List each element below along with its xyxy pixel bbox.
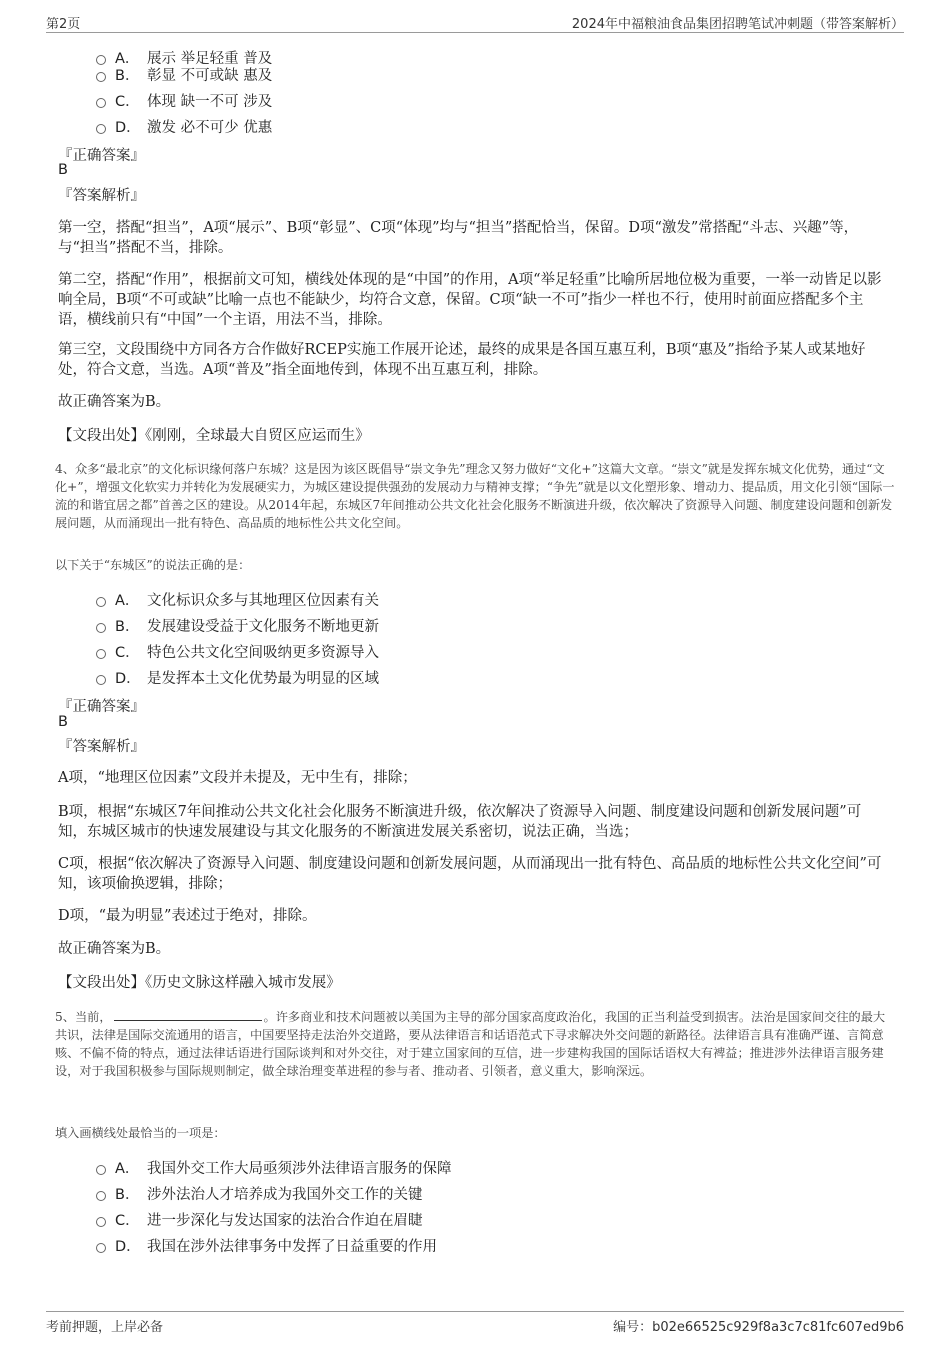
radio-icon[interactable]: [96, 72, 106, 82]
q4-answer: B: [58, 714, 68, 730]
document-id: 编号：b02e66525c929f8a3c7c81fc607ed9b6: [613, 1320, 904, 1335]
q3-option-c[interactable]: C． 体现 缺一不可 涉及: [96, 90, 272, 112]
radio-icon[interactable]: [96, 1191, 106, 1201]
radio-icon[interactable]: [96, 649, 106, 659]
q4-analysis-paragraph: B项，根据“东城区7年间推动公共文化社会化服务不断演进升级，依次解决了资源导入问题、制度建设问题和创新发展问题”可知，东城区城市的快速发展建设与其文化服务的不断演进发展关系密切，说法正确，当选；: [58, 804, 862, 840]
q4-analysis-label: 『答案解析』: [58, 739, 145, 755]
q3-analysis-paragraph: 第二空，搭配“作用”，根据前文可知，横线处体现的是“中国”的作用，A项“举足轻重”比喻所居地位极为重要，一举一动皆足以影响全局，B项“不可或缺”比喻一点也不能缺少，均符合文意，保留。C项“缺一不可”指少一样也不行，使用时前面应搭配多个主语，横线前只有“中国”一个主语，用法不当，排除。: [58, 272, 882, 328]
radio-icon[interactable]: [96, 1165, 106, 1175]
q4-option-c[interactable]: C． 特色公共文化空间吸纳更多资源导入: [96, 641, 379, 663]
q5-option-c[interactable]: C． 进一步深化与发达国家的法治合作迫在眉睫: [96, 1209, 423, 1231]
q5-option-d[interactable]: D． 我国在涉外法律事务中发挥了日益重要的作用: [96, 1235, 437, 1257]
q4-analysis-paragraph: C项，根据“依次解决了资源导入问题、制度建设问题和创新发展问题，从而涌现出一批有特色、高品质的地标性公共文化空间”可知，该项偷换逻辑，排除；: [58, 856, 882, 892]
q3-analysis-paragraph: 第三空，文段围绕中方同各方合作做好RCEP实施工作展开论述，最终的成果是各国互惠互利，B项“惠及”指给予某人或某地好处，符合文意，当选。A项“普及”指全面地传到，体现不出互惠互利，排除。: [58, 342, 866, 378]
radio-icon[interactable]: [96, 98, 106, 108]
footer-slogan: 考前押题，上岸必备: [46, 1320, 164, 1335]
q3-source: 【文段出处】《刚刚，全球最大自贸区应运而生》: [58, 428, 370, 444]
fill-blank: [114, 1008, 262, 1021]
q3-option-d[interactable]: D． 激发 必不可少 优惠: [96, 116, 272, 138]
page-header: [46, 10, 904, 33]
q3-answer-label: 『正确答案』: [58, 148, 145, 164]
page-footer: [46, 1311, 904, 1336]
q3-analysis-paragraph: 第一空，搭配“担当”，A项“展示”、B项“彰显”、C项“体现”均与“担当”搭配恰当，保留。D项“激发”常搭配“斗志、兴趣”等，与“担当”搭配不当，排除。: [58, 220, 859, 256]
q4-analysis-paragraph: D项，“最为明显”表述过于绝对，排除。: [58, 908, 317, 924]
radio-icon[interactable]: [96, 675, 106, 685]
radio-icon[interactable]: [96, 1217, 106, 1227]
q4-option-d[interactable]: D． 是发挥本土文化优势最为明显的区域: [96, 667, 379, 689]
q5-option-a[interactable]: A． 我国外交工作大局亟须涉外法律语言服务的保障: [96, 1157, 452, 1179]
q4-answer-label: 『正确答案』: [58, 699, 145, 715]
q4-option-a[interactable]: A． 文化标识众多与其地理区位因素有关: [96, 589, 379, 611]
q5-prompt: 填入画横线处最恰当的一项是：: [55, 1126, 226, 1140]
q5-option-b[interactable]: B． 涉外法治人才培养成为我国外交工作的关键: [96, 1183, 423, 1205]
radio-icon[interactable]: [96, 1243, 106, 1253]
radio-icon[interactable]: [96, 597, 106, 607]
q4-stem: 4、众多“最北京”的文化标识缘何落户东城？这是因为该区既倡导“崇文争先”理念又努力做好“文化+”这篇大文章。“崇文”就是发挥东城文化优势，通过“文化+”，增强文化软实力并转化为发展硬实力，为城区建设提供强劲的发展动力与精神支撑；“争先”就是以文化塑形象、增动力、提品质，用文化引领“国际一流的和谐宜居之都”首善之区的建设。从2014年起，东城区7年间推动公共文化社会化服务不断演进升级，依次解决了资源导入问题、制度建设问题和创新发展问题，从而涌现出一批有特色、高品质的地标性公共文化空间。: [55, 462, 895, 530]
q3-option-b[interactable]: B． 彰显 不可或缺 惠及: [96, 64, 272, 86]
q3-option-a[interactable]: A． 展示 举足轻重 普及: [96, 47, 272, 69]
q4-conclusion: 故正确答案为B。: [58, 941, 171, 957]
q3-analysis-label: 『答案解析』: [58, 188, 145, 204]
q3-answer: B: [58, 162, 68, 178]
q4-source: 【文段出处】《历史文脉这样融入城市发展》: [58, 975, 341, 991]
q4-option-b[interactable]: B． 发展建设受益于文化服务不断地更新: [96, 615, 379, 637]
q4-prompt: 以下关于“东城区”的说法正确的是：: [55, 558, 251, 572]
radio-icon[interactable]: [96, 124, 106, 134]
q3-conclusion: 故正确答案为B。: [58, 394, 171, 410]
page-number: 第2页: [46, 17, 81, 32]
q5-stem: 5、当前， 。许多商业和技术问题被以美国为主导的部分国家高度政治化，我国的正当利益受到损害。法治是国家间交往的最大共识，法律是国际交流通用的语言，中国要坚持走法治外交道路，要从法律语言和话语范式下寻求解决外交问题的新路径。法律语言具有准确严谨、言简意赅、不偏不倚的特点，通过法律话语进行国际谈判和对外交往，对于建立国家间的互信，进一步建构我国的国际话语权大有裨益；推进涉外法律语言服务建设，对于我国积极参与国际规则制定，做全球治理变革进程的参与者、推动者、引领者，意义重大，影响深远。: [55, 1010, 886, 1078]
radio-icon[interactable]: [96, 623, 106, 633]
document-title: 2024年中福粮油食品集团招聘笔试冲刺题（带答案解析）: [571, 17, 904, 32]
q4-analysis-paragraph: A项，“地理区位因素”文段并未提及，无中生有，排除；: [58, 770, 417, 786]
